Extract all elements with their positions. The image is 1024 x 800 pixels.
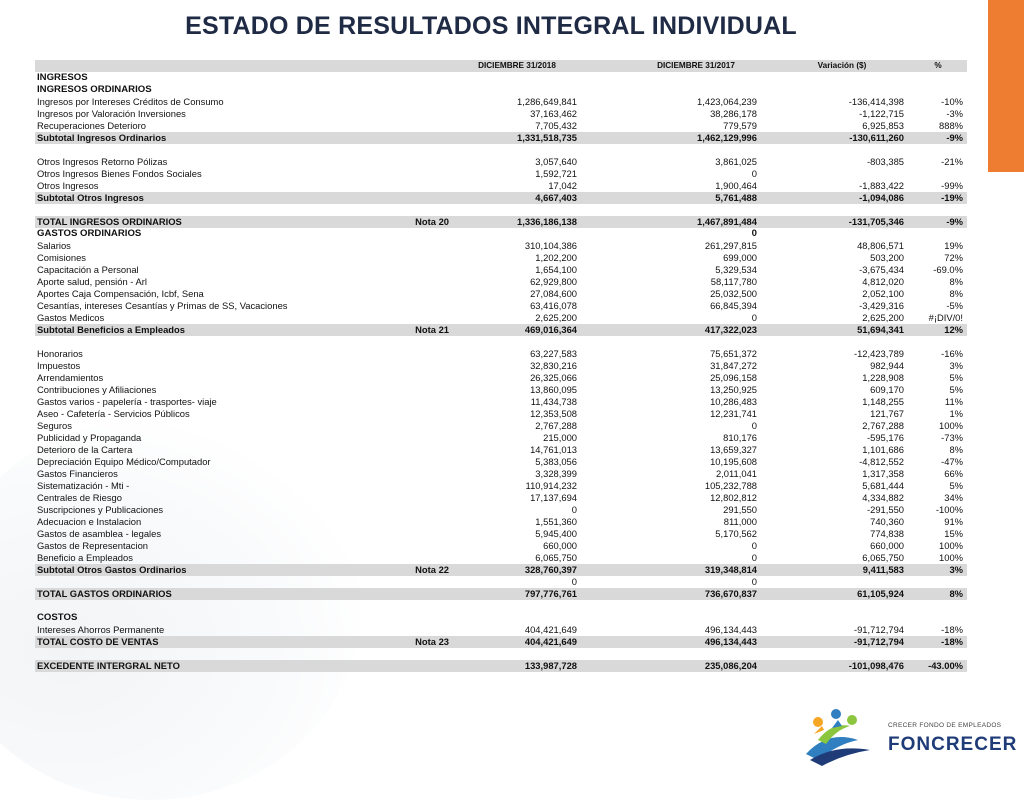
subtotal-row (35, 564, 967, 576)
item-row (35, 156, 967, 168)
cell-nota: Nota 20 (415, 216, 449, 227)
cell-pct: 11% (944, 396, 963, 407)
cell-v2017: 0 (751, 168, 757, 179)
spacer-row (35, 336, 967, 348)
cell-pct: -16% (941, 348, 963, 359)
header-pct: % (934, 61, 942, 70)
cell-v2018: 0 (571, 504, 577, 515)
cell-variacion: -3,429,316 (859, 300, 904, 311)
cell-label: Beneficio a Empleados (37, 552, 133, 563)
cell-label: Impuestos (37, 360, 81, 371)
cell-label: INGRESOS (37, 72, 88, 83)
subtotal-row (35, 192, 967, 204)
people-logo-icon (788, 700, 884, 768)
item-row (35, 180, 967, 192)
cell-label: Recuperaciones Deterioro (37, 120, 146, 131)
cell-pct: 34% (944, 492, 963, 503)
cell-v2017: 66,845,394 (710, 300, 757, 311)
cell-variacion: 503,200 (870, 252, 904, 263)
cell-nota: Nota 21 (415, 324, 449, 335)
cell-label: Arrendamientos (37, 372, 104, 383)
cell-label: Intereses Ahorros Permanente (37, 624, 165, 635)
cell-v2018: 2,767,288 (535, 420, 577, 431)
cell-variacion: 660,000 (870, 540, 904, 551)
cell-pct: 5% (949, 372, 963, 383)
cell-variacion: 1,148,255 (862, 396, 904, 407)
item-row (35, 540, 967, 552)
cell-v2018: 1,336,186,138 (517, 216, 577, 227)
table-body (35, 72, 967, 672)
cell-v2018: 63,416,078 (530, 300, 577, 311)
cell-v2017: 811,000 (723, 516, 757, 527)
item-row (35, 168, 967, 180)
cell-pct: #¡DIV/0! (928, 312, 963, 323)
cell-v2017: 736,670,837 (704, 588, 757, 599)
cell-variacion: 609,170 (870, 384, 904, 395)
item-row (35, 432, 967, 444)
total-row (35, 660, 967, 672)
cell-v2017: 13,250,925 (710, 384, 757, 395)
cell-pct: -69.0% (933, 264, 963, 275)
item-row (35, 252, 967, 264)
cell-v2018: 32,830,216 (530, 360, 577, 371)
cell-variacion: 774,838 (870, 528, 904, 539)
cell-variacion: -136,414,398 (848, 96, 904, 107)
header-2018: DICIEMBRE 31/2018 (478, 61, 556, 70)
cell-v2018: 5,945,400 (535, 528, 577, 539)
cell-label: COSTOS (37, 612, 78, 623)
cell-pct: -5% (946, 300, 963, 311)
cell-v2018: 13,860,095 (530, 384, 577, 395)
cell-v2017: 1,423,064,239 (697, 96, 757, 107)
cell-v2018: 63,227,583 (530, 348, 577, 359)
cell-label: Adecuacion e Instalacion (37, 516, 142, 527)
cell-v2018: 26,325,066 (530, 372, 577, 383)
cell-v2018: 1,654,100 (535, 264, 577, 275)
cell-label: Honorarios (37, 348, 83, 359)
cell-variacion: -91,712,794 (853, 624, 904, 635)
cell-v2018: 7,705,432 (535, 120, 577, 131)
cell-v2018: 215,000 (543, 432, 577, 443)
item-row (35, 288, 967, 300)
item-row (35, 372, 967, 384)
cell-label: Publicidad y Propaganda (37, 432, 142, 443)
cell-variacion: 5,681,444 (862, 480, 904, 491)
cell-label: Depreciación Equipo Médico/Computador (37, 456, 211, 467)
cell-label: Subtotal Beneficios a Empleados (37, 324, 185, 335)
item-row (35, 240, 967, 252)
cell-v2017: 31,847,272 (710, 360, 757, 371)
cell-v2017: 10,195,608 (710, 456, 757, 467)
item-row (35, 348, 967, 360)
item-row (35, 408, 967, 420)
cell-variacion: -4,812,552 (859, 456, 904, 467)
cell-variacion: 61,105,924 (857, 588, 904, 599)
cell-v2017: 0 (751, 552, 757, 563)
cell-v2018: 1,202,200 (535, 252, 577, 263)
item-row (35, 384, 967, 396)
total-row (35, 588, 967, 600)
cell-label: Aseo - Cafetería - Servicios Públicos (37, 408, 190, 419)
item-row (35, 528, 967, 540)
cell-variacion: -803,385 (866, 156, 904, 167)
cell-v2017: 38,286,178 (710, 108, 757, 119)
cell-label: Comisiones (37, 252, 86, 263)
cell-v2018: 660,000 (543, 540, 577, 551)
cell-variacion: 6,925,853 (862, 120, 904, 131)
cell-v2018: 404,421,649 (524, 624, 577, 635)
cell-pct: 100% (939, 552, 963, 563)
item-row (35, 264, 967, 276)
item-row (35, 576, 967, 588)
item-row (35, 312, 967, 324)
cell-pct: 12% (944, 324, 963, 335)
income-statement-table (35, 60, 967, 672)
cell-v2018: 62,929,800 (530, 276, 577, 287)
cell-v2017: 5,329,534 (715, 264, 757, 275)
cell-label: Otros Ingresos Bienes Fondos Sociales (37, 168, 202, 179)
cell-variacion: 48,806,571 (857, 240, 904, 251)
cell-v2018: 2,625,200 (535, 312, 577, 323)
cell-label: Centrales de Riesgo (37, 492, 122, 503)
cell-v2017: 779,579 (723, 120, 757, 131)
cell-v2017: 105,232,788 (704, 480, 757, 491)
header-2017: DICIEMBRE 31/2017 (657, 61, 735, 70)
cell-variacion: -130,611,260 (849, 132, 904, 143)
item-row (35, 420, 967, 432)
cell-variacion: -291,550 (866, 504, 904, 515)
cell-v2017: 699,000 (723, 252, 757, 263)
item-row (35, 96, 967, 108)
cell-v2017: 58,117,780 (710, 276, 757, 287)
cell-v2017: 0 (751, 420, 757, 431)
cell-pct: -9% (946, 132, 963, 143)
cell-label: Deterioro de la Cartera (37, 444, 133, 455)
cell-v2018: 11,434,738 (530, 396, 577, 407)
cell-pct: 888% (939, 120, 963, 131)
cell-pct: 66% (944, 468, 963, 479)
cell-label: Subtotal Ingresos Ordinarios (37, 132, 167, 143)
cell-pct: -100% (935, 504, 963, 515)
page-title: ESTADO DE RESULTADOS INTEGRAL INDIVIDUAL (185, 12, 797, 40)
cell-pct: -47% (941, 456, 963, 467)
cell-v2017: 10,286,483 (710, 396, 757, 407)
cell-label: Suscripciones y Publicaciones (37, 504, 164, 515)
cell-pct: 8% (949, 588, 963, 599)
cell-variacion: 4,334,882 (862, 492, 904, 503)
cell-pct: 5% (949, 384, 963, 395)
cell-v2018: 27,084,600 (530, 288, 577, 299)
cell-v2017: 5,761,488 (715, 192, 757, 203)
cell-variacion: -3,675,434 (859, 264, 904, 275)
item-row (35, 300, 967, 312)
item-row (35, 624, 967, 636)
cell-label: Gastos Financieros (37, 468, 118, 479)
cell-pct: 72% (944, 252, 963, 263)
item-row (35, 120, 967, 132)
cell-pct: -3% (946, 108, 963, 119)
cell-v2017: 12,231,741 (710, 408, 757, 419)
cell-v2017: 319,348,814 (704, 564, 757, 575)
cell-pct: 3% (949, 360, 963, 371)
cell-variacion: 4,812,020 (862, 276, 904, 287)
item-row (35, 276, 967, 288)
cell-v2017: 235,086,204 (704, 660, 757, 671)
cell-v2017: 12,802,812 (710, 492, 757, 503)
cell-v2018: 310,104,386 (524, 240, 577, 251)
cell-variacion: 1,317,358 (862, 468, 904, 479)
cell-pct: 8% (949, 276, 963, 287)
item-row (35, 516, 967, 528)
cell-label: Salarios (37, 240, 71, 251)
cell-v2018: 797,776,761 (524, 588, 577, 599)
total-row (35, 216, 967, 228)
cell-pct: 8% (949, 444, 963, 455)
cell-variacion: 740,360 (870, 516, 904, 527)
item-row (35, 444, 967, 456)
cell-pct: 100% (939, 420, 963, 431)
cell-variacion: -1,122,715 (859, 108, 904, 119)
section-row (35, 84, 967, 96)
spacer-row (35, 204, 967, 216)
cell-v2018: 14,761,013 (530, 444, 577, 455)
cell-v2018: 110,914,232 (525, 480, 577, 491)
cell-v2017: 0 (751, 576, 757, 587)
cell-pct: -21% (941, 156, 963, 167)
spacer-row (35, 144, 967, 156)
cell-v2017: 25,096,158 (710, 372, 757, 383)
cell-v2018: 3,328,399 (535, 468, 577, 479)
cell-variacion: 1,228,908 (862, 372, 904, 383)
cell-pct: 3% (949, 564, 963, 575)
cell-v2017: 417,322,023 (704, 324, 757, 335)
cell-label: GASTOS ORDINARIOS (37, 228, 142, 239)
cell-v2017: 496,134,443 (704, 624, 757, 635)
cell-v2018: 37,163,462 (530, 108, 577, 119)
cell-v2017: 1,462,129,996 (697, 132, 757, 143)
cell-variacion: 982,944 (870, 360, 904, 371)
cell-v2018: 469,016,364 (524, 324, 577, 335)
cell-label: Capacitación a Personal (37, 264, 139, 275)
cell-label: Otros Ingresos Retorno Pólizas (37, 156, 168, 167)
cell-label: Gastos varios - papelería - trasportes- viaje (37, 396, 217, 407)
item-row (35, 504, 967, 516)
cell-v2017: 0 (751, 312, 757, 323)
cell-v2017: 1,467,891,484 (697, 216, 757, 227)
cell-pct: 1% (949, 408, 963, 419)
cell-variacion: -131,705,346 (848, 216, 904, 227)
cell-pct: -73% (941, 432, 963, 443)
logo-tagline: CRECER FONDO DE EMPLEADOS (888, 722, 1002, 729)
cell-label: TOTAL GASTOS ORDINARIOS (37, 588, 172, 599)
cell-v2018: 1,286,649,841 (517, 96, 577, 107)
item-row (35, 492, 967, 504)
cell-v2018: 1,331,518,735 (517, 132, 577, 143)
cell-variacion: -595,176 (866, 432, 904, 443)
cell-v2017: 2,011,041 (715, 468, 757, 479)
cell-variacion: 121,767 (870, 408, 904, 419)
cell-label: Seguros (37, 420, 72, 431)
foncrecer-logo (788, 700, 1024, 768)
cell-v2018: 1,551,360 (535, 516, 577, 527)
cell-v2017: 291,550 (723, 504, 757, 515)
cell-variacion: 51,694,341 (857, 324, 904, 335)
cell-label: Gastos Medicos (37, 312, 105, 323)
cell-v2017: 261,297,815 (704, 240, 757, 251)
cell-v2017: 25,032,500 (710, 288, 757, 299)
cell-v2018: 17,042 (548, 180, 577, 191)
cell-v2018: 0 (571, 576, 577, 587)
cell-variacion: 2,625,200 (862, 312, 904, 323)
cell-pct: -43.00% (928, 660, 963, 671)
cell-variacion: -101,098,476 (848, 660, 904, 671)
cell-v2018: 328,760,397 (524, 564, 577, 575)
cell-v2018: 17,137,694 (530, 492, 577, 503)
cell-v2017: 1,900,464 (715, 180, 757, 191)
item-row (35, 456, 967, 468)
total-row (35, 636, 967, 648)
cell-variacion: -91,712,794 (853, 636, 904, 647)
spacer-row (35, 600, 967, 612)
cell-v2017: 75,651,372 (710, 348, 757, 359)
item-row (35, 480, 967, 492)
cell-v2018: 6,065,750 (535, 552, 577, 563)
item-row (35, 360, 967, 372)
cell-label: INGRESOS ORDINARIOS (37, 84, 152, 95)
cell-v2018: 12,353,508 (530, 408, 577, 419)
logo-name: FONCRECER (888, 734, 1018, 755)
cell-variacion: 1,101,686 (862, 444, 904, 455)
cell-label: Subtotal Otros Ingresos (37, 192, 144, 203)
cell-label: Cesantías, intereses Cesantías y Primas de SS, Vacaciones (37, 300, 288, 311)
cell-v2017: 0 (751, 540, 757, 551)
item-row (35, 396, 967, 408)
cell-variacion: 9,411,583 (862, 564, 904, 575)
item-row (35, 552, 967, 564)
cell-v2017: 13,659,327 (710, 444, 757, 455)
cell-label: Sistematización - Mti - (37, 480, 130, 491)
cell-nota: Nota 23 (415, 636, 449, 647)
cell-label: TOTAL COSTO DE VENTAS (37, 636, 159, 647)
cell-v2018: 1,592,721 (535, 168, 577, 179)
cell-v2017: 810,176 (723, 432, 757, 443)
cell-pct: 100% (939, 540, 963, 551)
cell-nota: Nota 22 (415, 564, 449, 575)
cell-v2018: 404,421,649 (524, 636, 577, 647)
cell-label: Aportes Caja Compensación, Icbf, Sena (37, 288, 204, 299)
cell-v2018: 3,057,640 (535, 156, 577, 167)
cell-variacion: 2,767,288 (862, 420, 904, 431)
subtotal-row (35, 324, 967, 336)
cell-variacion: -1,094,086 (859, 192, 904, 203)
cell-v2018: 133,987,728 (524, 660, 577, 671)
cell-v2018: 5,383,056 (535, 456, 577, 467)
cell-pct: -10% (941, 96, 963, 107)
subtotal-row (35, 132, 967, 144)
table-header (35, 60, 967, 72)
cell-variacion: -1,883,422 (859, 180, 904, 191)
cell-label: Ingresos por Intereses Créditos de Consumo (37, 96, 224, 107)
cell-label: EXCEDENTE INTERGRAL NETO (37, 660, 180, 671)
item-row (35, 108, 967, 120)
cell-pct: -19% (941, 192, 963, 203)
cell-pct: -18% (941, 624, 963, 635)
cell-label: Otros Ingresos (37, 180, 99, 191)
cell-label: Aporte salud, pensión - Arl (37, 276, 147, 287)
cell-pct: 15% (944, 528, 963, 539)
cell-v2017: 496,134,443 (704, 636, 757, 647)
cell-v2017: 0 (751, 228, 757, 239)
cell-v2017: 5,170,562 (715, 528, 757, 539)
section-row (35, 72, 967, 84)
cell-v2018: 4,667,403 (535, 192, 577, 203)
cell-label: TOTAL INGRESOS ORDINARIOS (37, 216, 182, 227)
cell-label: Gastos de Representacion (37, 540, 149, 551)
cell-pct: -9% (946, 216, 963, 227)
cell-variacion: 6,065,750 (862, 552, 904, 563)
cell-pct: -99% (941, 180, 963, 191)
cell-pct: 19% (944, 240, 963, 251)
cell-pct: 91% (944, 516, 963, 527)
cell-label: Subtotal Otros Gastos Ordinarios (37, 564, 187, 575)
cell-variacion: -12,423,789 (853, 348, 904, 359)
section-row (35, 612, 967, 624)
cell-label: Ingresos por Valoración Inversiones (37, 108, 186, 119)
item-row (35, 468, 967, 480)
cell-v2017: 3,861,025 (715, 156, 757, 167)
cell-variacion: 2,052,100 (862, 288, 904, 299)
spacer-row (35, 648, 967, 660)
section-row (35, 228, 967, 240)
cell-pct: -18% (941, 636, 963, 647)
cell-pct: 8% (949, 288, 963, 299)
cell-pct: 5% (949, 480, 963, 491)
header-variacion: Variación ($) (817, 61, 867, 70)
cell-label: Gastos de asamblea - legales (37, 528, 162, 539)
cell-label: Contribuciones y Afiliaciones (37, 384, 157, 395)
accent-bar (988, 0, 1024, 172)
